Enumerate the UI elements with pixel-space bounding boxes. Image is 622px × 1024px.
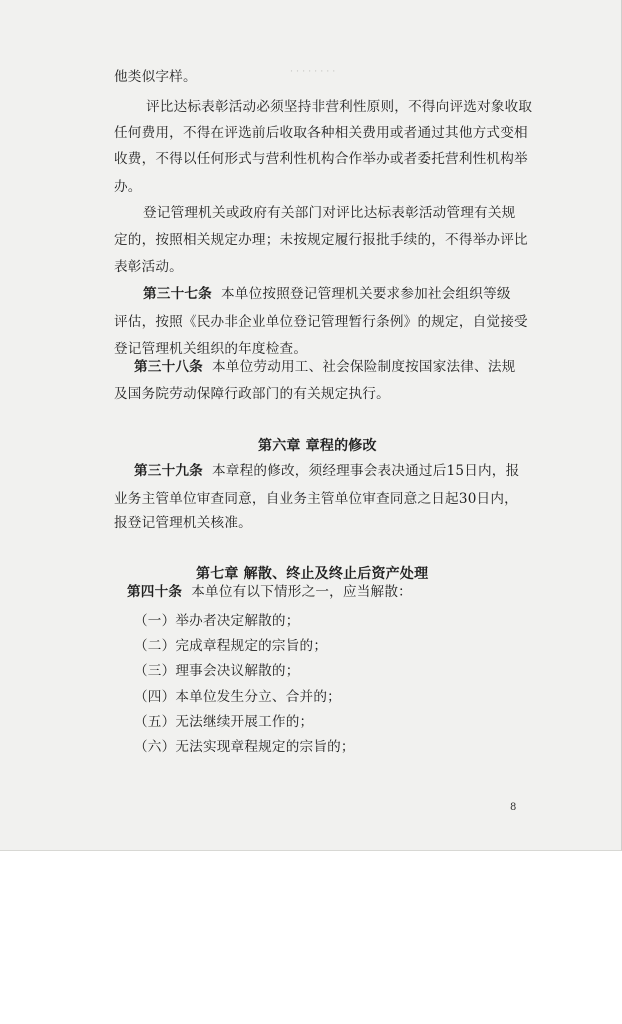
article-text: 本单位按照登记管理机关要求参加社会组织等级	[221, 286, 511, 302]
list-item: （二）完成章程规定的宗旨的；	[134, 638, 328, 654]
list-item: （六）无法实现章程规定的宗旨的；	[134, 739, 355, 755]
text-line: 业务主管单位审查同意，自业务主管单位审查同意之日起30日内，	[114, 491, 518, 507]
text-line: 及国务院劳动保障行政部门的有关规定执行。	[114, 386, 390, 402]
article-text: 本章程的修改，须经理事会表决通过后15日内，报	[212, 463, 520, 479]
article-text: 本单位劳动用工、社会保险制度按国家法律、法规	[212, 359, 516, 375]
article-label: 第三十九条	[134, 463, 203, 479]
chapter-7-heading: 第七章 解散、终止及终止后资产处理	[196, 566, 429, 582]
article-37	[143, 285, 511, 303]
text-line: 收费，不得以任何形式与营利性机构合作举办或者委托营利性机构举	[114, 151, 528, 167]
page-number: 8	[510, 802, 517, 813]
list-item: （五）无法继续开展工作的；	[134, 714, 314, 730]
text-line: 登记管理机关组织的年度检查。	[114, 341, 308, 357]
article-label: 第四十条	[127, 584, 183, 600]
article-39	[134, 462, 519, 480]
list-item: （一）举办者决定解散的；	[134, 613, 300, 629]
text-line: 任何费用，不得在评选前后收取各种相关费用或者通过其他方式变相	[114, 125, 528, 141]
chapter-6-heading: 第六章 章程的修改	[258, 438, 377, 454]
article-40	[127, 583, 412, 601]
article-label: 第三十七条	[143, 286, 212, 302]
text-line: 表彰活动。	[114, 259, 183, 275]
article-text: 本单位有以下情形之一，应当解散：	[191, 584, 412, 600]
text-line: 办。	[114, 179, 142, 195]
article-label: 第三十八条	[134, 359, 203, 375]
text-line: 他类似字样。	[114, 69, 197, 85]
text-line: 登记管理机关或政府有关部门对评比达标表彰活动管理有关规	[143, 205, 516, 221]
text-line: 评估，按照《民办非企业单位登记管理暂行条例》的规定，自觉接受	[114, 314, 528, 330]
text-line: 报登记管理机关核准。	[114, 515, 252, 531]
list-item: （三）理事会决议解散的；	[134, 663, 300, 679]
list-item: （四）本单位发生分立、合并的；	[134, 689, 341, 705]
article-38	[134, 358, 515, 376]
text-line: 定的，按照相关规定办理；未按规定履行报批手续的，不得举办评比	[114, 232, 528, 248]
bleed-through-mark: · · · · · · · ·	[290, 66, 336, 77]
text-line: 评比达标表彰活动必须坚持非营利性原则，不得向评选对象收取	[146, 99, 533, 115]
